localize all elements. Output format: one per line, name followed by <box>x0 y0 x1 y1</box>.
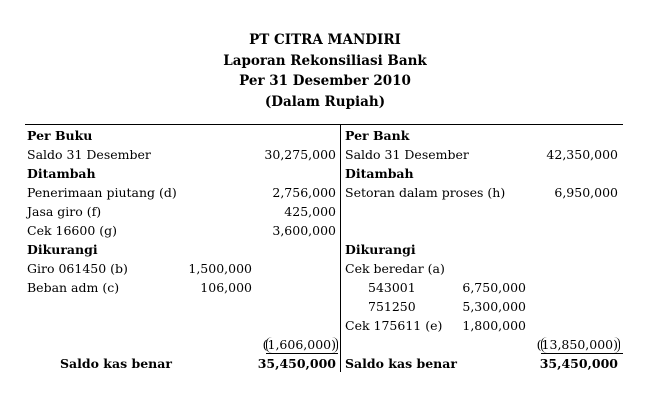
left-less-item-value: 106,000 <box>200 280 252 295</box>
right-outstanding-item-label: 751250 <box>368 299 416 314</box>
right-less-total: (13,850,000) <box>536 337 618 352</box>
left-add-item-value: 425,000 <box>284 204 336 219</box>
left-less-total: (1,606,000) <box>262 337 336 352</box>
right-saldo-label: Saldo 31 Desember <box>345 147 469 162</box>
report-date: Per 31 Desember 2010 <box>239 73 411 89</box>
left-add-item-value: 2,756,000 <box>272 185 336 200</box>
table-top-rule <box>25 124 623 125</box>
left-less-item-value: 1,500,000 <box>188 261 252 276</box>
right-final-label: Saldo kas benar <box>345 356 457 371</box>
left-saldo-label: Saldo 31 Desember <box>27 147 151 162</box>
left-add-item-value: 3,600,000 <box>272 223 336 238</box>
left-heading: Per Buku <box>27 128 93 143</box>
right-outstanding-item-value: 6,750,000 <box>462 280 526 295</box>
left-add-heading: Ditambah <box>27 166 96 181</box>
left-less-item-label: Giro 061450 (b) <box>27 261 128 276</box>
column-divider <box>340 124 341 372</box>
report-title: Laporan Rekonsiliasi Bank <box>223 52 427 69</box>
right-add-item-label: Setoran dalam proses (h) <box>345 185 506 200</box>
right-outstanding-label: Cek beredar (a) <box>345 261 445 276</box>
right-heading: Per Bank <box>345 128 410 143</box>
report-header <box>0 30 650 112</box>
right-add-item-value: 6,950,000 <box>554 185 618 200</box>
left-add-item-label: Jasa giro (f) <box>27 204 102 219</box>
left-final-value: 35,450,000 <box>257 356 336 371</box>
left-add-item-label: Penerimaan piutang (d) <box>27 185 177 200</box>
right-less-heading: Dikurangi <box>345 242 416 257</box>
left-saldo-value: 30,275,000 <box>264 147 336 162</box>
left-add-item-label: Cek 16600 (g) <box>27 223 118 238</box>
left-less-item-label: Beban adm (c) <box>27 280 120 295</box>
right-check-label: Cek 175611 (e) <box>345 318 443 333</box>
report-unit: (Dalam Rupiah) <box>264 93 386 110</box>
company-name: PT CITRA MANDIRI <box>249 32 401 48</box>
right-final-value: 35,450,000 <box>539 356 618 371</box>
right-outstanding-item-value: 5,300,000 <box>462 299 526 314</box>
right-saldo-value: 42,350,000 <box>546 147 618 162</box>
right-add-heading: Ditambah <box>345 166 414 181</box>
right-check-value: 1,800,000 <box>462 318 526 333</box>
left-less-heading: Dikurangi <box>27 242 98 257</box>
right-outstanding-item-label: 543001 <box>368 280 416 295</box>
left-final-label: Saldo kas benar <box>60 356 172 371</box>
